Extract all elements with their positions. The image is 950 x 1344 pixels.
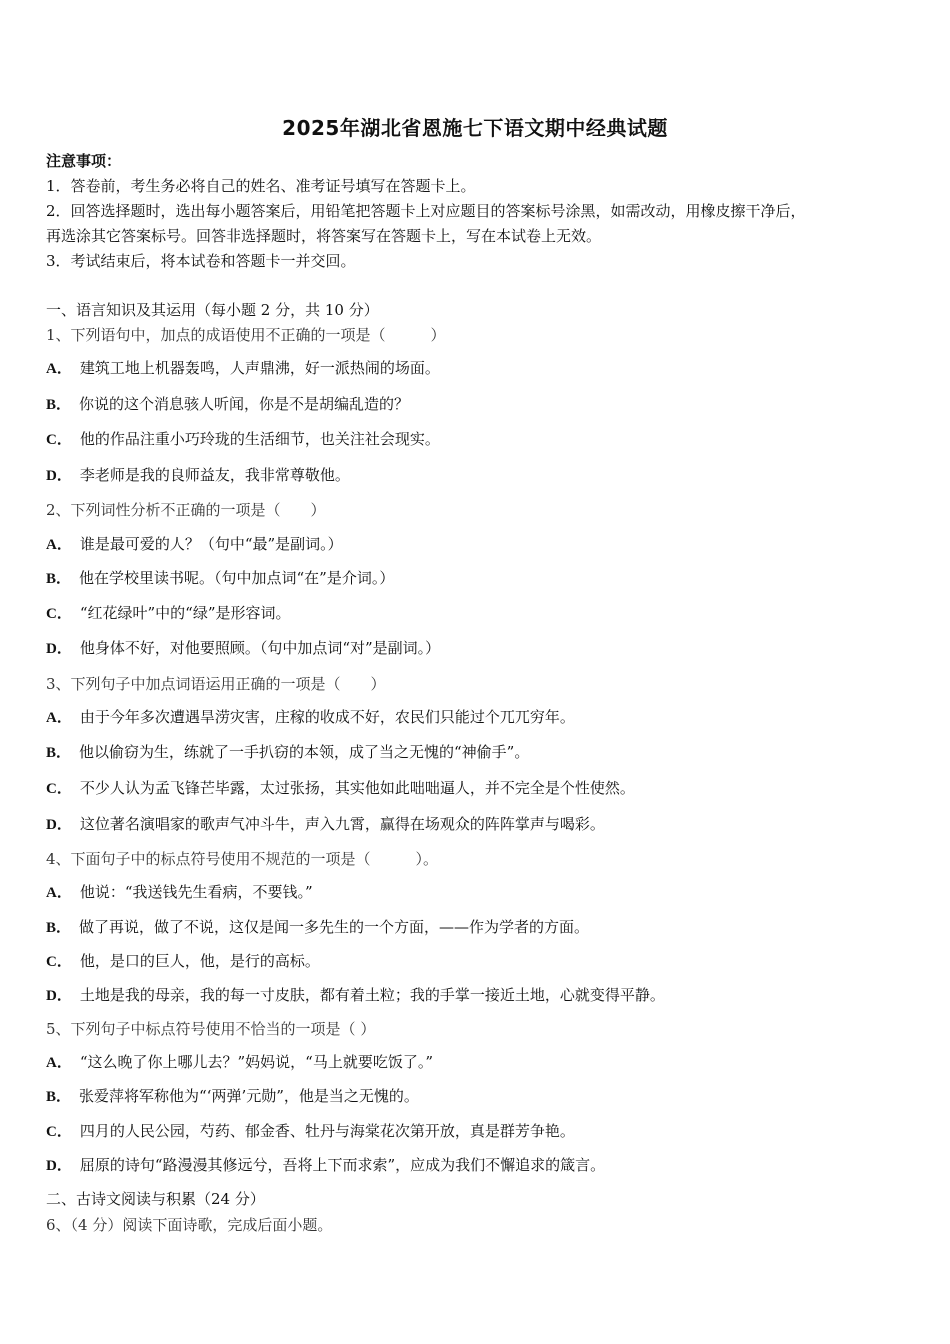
notice-item: 3．考试结束后，将本试卷和答题卡一并交回。	[46, 252, 356, 270]
option-d	[46, 465, 910, 486]
option-label: B．	[46, 397, 72, 413]
notice-item: 2．回答选择题时，选出每小题答案后，用铅笔把答题卡上对应题目的答案标号涂黑，如需改动，用橡皮擦干净后，	[46, 202, 806, 220]
option-label: C．	[46, 1124, 72, 1140]
section-2-heading: 二、古诗文阅读与积累（24 分）	[46, 1190, 265, 1208]
option-a	[46, 882, 910, 903]
option-d	[46, 814, 910, 835]
option-label: C．	[46, 432, 72, 448]
option-text: 他，是口的巨人，他，是行的高标。	[79, 952, 320, 970]
question-6-stem: 6、（4 分）阅读下面诗歌，完成后面小题。	[46, 1216, 333, 1234]
option-b	[46, 1086, 910, 1107]
option-a	[46, 534, 910, 555]
option-c	[46, 429, 910, 450]
option-text: 做了再说，做了不说，这仅是闻一多先生的一个方面，——作为学者的方面。	[79, 918, 590, 936]
option-label: A．	[46, 537, 72, 553]
notice-item: 1．答卷前，考生务必将自己的姓名、准考证号填写在答题卡上。	[46, 177, 476, 195]
question-1-stem: 1、下列语句中，加点的成语使用不正确的一项是（ ）	[46, 326, 446, 344]
option-d	[46, 985, 910, 1006]
option-a	[46, 707, 910, 728]
option-c	[46, 603, 910, 624]
option-b	[46, 917, 910, 938]
question-3-stem: 3、下列句子中加点词语运用正确的一项是（ ）	[46, 675, 386, 693]
notice-heading: 注意事项：	[46, 152, 122, 170]
question-4-stem: 4、下面句子中的标点符号使用不规范的一项是（ ）。	[46, 850, 439, 868]
option-text: 四月的人民公园，芍药、郁金香、牡丹与海棠花次第开放，真是群芳争艳。	[79, 1122, 575, 1140]
option-label: C．	[46, 781, 72, 797]
option-b	[46, 568, 910, 589]
option-text: “这么晚了你上哪儿去？”妈妈说，“马上就要吃饭了。”	[79, 1053, 434, 1071]
option-c	[46, 951, 910, 972]
option-label: C．	[46, 606, 72, 622]
option-text: 他身体不好，对他要照顾。（句中加点词“对”是副词。）	[79, 639, 441, 657]
option-text: 他在学校里读书呢。（句中加点词“在”是介词。）	[79, 569, 395, 587]
option-c	[46, 778, 910, 799]
option-label: B．	[46, 1089, 72, 1105]
option-text: 他以偷窃为生，练就了一手扒窃的本领，成了当之无愧的“神偷手”。	[79, 743, 530, 761]
option-b	[46, 742, 910, 763]
option-text: 你说的这个消息骇人听闻，你是不是胡编乱造的？	[79, 395, 410, 413]
option-text: 不少人认为孟飞锋芒毕露，太过张扬，其实他如此咄咄逼人，并不完全是个性使然。	[79, 779, 635, 797]
option-text: 这位著名演唱家的歌声气冲斗牛，声入九霄，赢得在场观众的阵阵掌声与喝彩。	[79, 815, 605, 833]
option-label: B．	[46, 920, 72, 936]
option-a	[46, 358, 910, 379]
option-a	[46, 1052, 910, 1073]
option-text: 他的作品注重小巧玲珑的生活细节，也关注社会现实。	[79, 430, 440, 448]
question-2-stem: 2、下列词性分析不正确的一项是（ ）	[46, 501, 326, 519]
section-1-heading: 一、语言知识及其运用（每小题 2 分，共 10 分）	[46, 301, 379, 319]
option-text: 他说：“我送钱先生看病，不要钱。”	[79, 883, 313, 901]
option-text: 土地是我的母亲，我的每一寸皮肤，都有着土粒；我的手掌一接近土地，心就变得平静。	[79, 986, 665, 1004]
option-label: A．	[46, 361, 72, 377]
question-5-stem: 5、下列句子中标点符号使用不恰当的一项是（ ）	[46, 1020, 376, 1038]
option-text: “红花绿叶”中的“绿”是形容词。	[79, 604, 291, 622]
option-label: D．	[46, 988, 72, 1004]
option-text: 屈原的诗句“路漫漫其修远兮，吾将上下而求索”，应成为我们不懈追求的箴言。	[79, 1156, 606, 1174]
option-text: 李老师是我的良师益友，我非常尊敬他。	[79, 466, 350, 484]
option-label: A．	[46, 1055, 72, 1071]
option-label: D．	[46, 468, 72, 484]
option-text: 由于今年多次遭遇旱涝灾害，庄稼的收成不好，农民们只能过个兀兀穷年。	[79, 708, 575, 726]
option-c	[46, 1121, 910, 1142]
option-label: A．	[46, 885, 72, 901]
notice-item: 再选涂其它答案标号。回答非选择题时，将答案写在答题卡上，写在本试卷上无效。	[46, 227, 602, 245]
page-title: 2025年湖北省恩施七下语文期中经典试题	[282, 116, 668, 140]
option-d	[46, 1155, 910, 1176]
option-label: D．	[46, 817, 72, 833]
option-d	[46, 638, 910, 659]
option-text: 建筑工地上机器轰鸣，人声鼎沸，好一派热闹的场面。	[79, 359, 440, 377]
option-label: B．	[46, 571, 72, 587]
option-label: D．	[46, 1158, 72, 1174]
option-label: A．	[46, 710, 72, 726]
option-text: 张爱萍将军称他为“‘两弹’元勋”，他是当之无愧的。	[79, 1087, 419, 1105]
option-label: C．	[46, 954, 72, 970]
option-b	[46, 394, 910, 415]
option-label: B．	[46, 745, 72, 761]
option-text: 谁是最可爱的人？（句中“最”是副词。）	[79, 535, 343, 553]
option-label: D．	[46, 641, 72, 657]
